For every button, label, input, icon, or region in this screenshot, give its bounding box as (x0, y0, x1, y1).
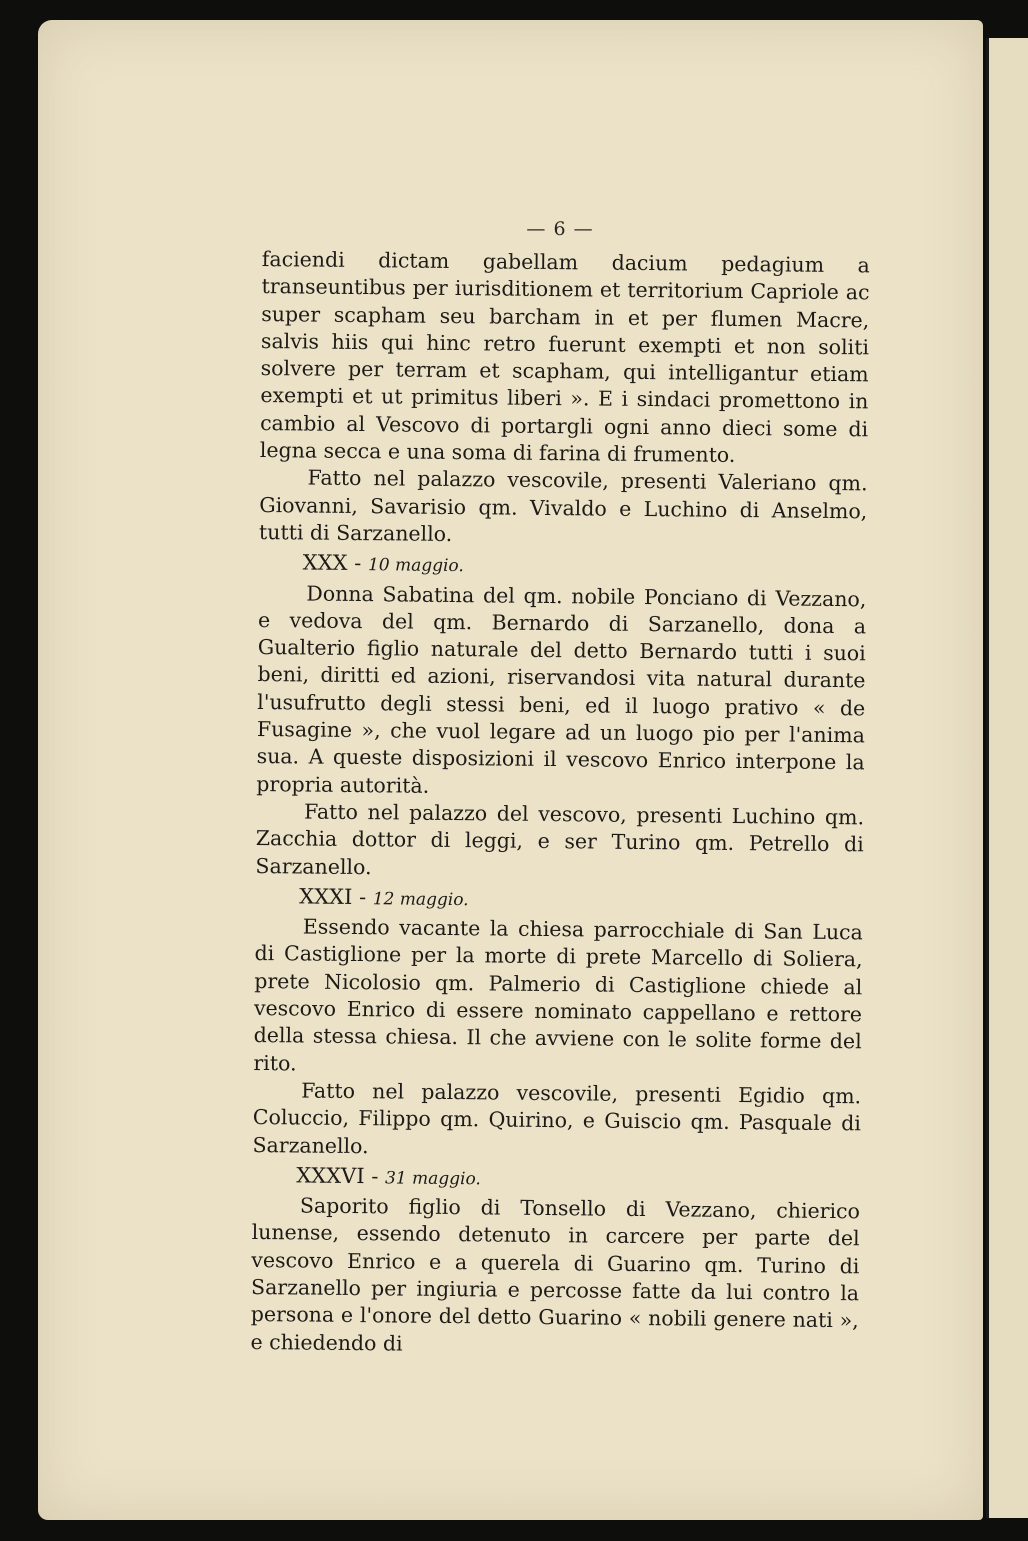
paragraph-2: Fatto nel palazzo vescovile, presenti Valeriano qm. Giovanni, Savarisio qm. Vivaldo e Luchino di Anselmo, tutti di Sarzanello. (258, 465, 868, 546)
heading-dash: - (354, 551, 369, 576)
page-text (250, 246, 870, 1362)
entry-number: XXXVI (296, 1163, 365, 1188)
heading-dash: - (358, 884, 373, 910)
paragraph-3: Donna Sabatina del qm. nobile Ponciano di Vezzano, e vedova del qm. Bernardo di Sarzanello, dona a Gualterio figlio naturale del detto Bernardo tutti i suoi beni, diritti ed azioni, riservandosi vita natural durante l'usufrutto degli stessi beni, ed il luogo prativo « de Fusagine », che vuol legare ad un luogo pio per l'anima sua. A queste disposizioni il vescovo Enrico interpone la propria autorità. (256, 581, 867, 798)
paragraph-5: Essendo vacante la chiesa parrocchiale di San Luca di Castiglione per la morte di prete Marcello di Soliera, prete Nicolosio qm. Palmerio di Castiglione chiede al vescovo Enrico di essere nominato cappellano e rettore della stessa chiesa. Il che avviene con le solite forme del rito. (253, 914, 863, 1076)
entry-heading-xxxvi (296, 1162, 860, 1197)
paragraph-1: faciendi dictam gabellam dacium pedagium a transeuntibus per iurisditionem et territorium Capriole ac super scapham seu barcham in et per flumen Macre, salvis hiis qui hinc retro fuerunt exempti et non soliti solvere per terram et scapham, qui intelligantur etiam exempti et ut primitus liberi ». E i sindaci promettono in cambio al Vescovo di portargli ogni anno dieci some di legna secca e una soma di farina di frumento. (259, 246, 870, 468)
paragraph-7: Saporito figlio di Tonsello di Vezzano, chierico lunense, essendo detenuto in carcere per parte del vescovo Enrico e a querela di Guarino qm. Turino di Sarzanello per ingiuria e percosse fatte da lui contro la persona e l'onore del detto Guarino « nobili genere nati », e chiedendo di (250, 1193, 861, 1356)
paragraph-4: Fatto nel palazzo del vescovo, presenti Luchino qm. Zacchia dottor di leggi, e ser Turino qm. Petrello di Sarzanello. (255, 799, 865, 879)
entry-date: 31 maggio. (384, 1168, 481, 1190)
entry-number: XXX (302, 550, 348, 576)
paragraph-6: Fatto nel palazzo vescovile, presenti Egidio qm. Coluccio, Filippo qm. Quirino, e Guiscio qm. Pasquale di Sarzanello. (252, 1078, 862, 1158)
entry-date: 12 maggio. (372, 889, 469, 911)
entry-heading-xxx (303, 550, 867, 585)
entry-date: 10 maggio. (367, 555, 464, 577)
heading-dash: - (371, 1163, 386, 1189)
entry-heading-xxxi (299, 883, 863, 918)
entry-number: XXXI (299, 884, 353, 909)
next-page-edge (986, 38, 1028, 1518)
page-number: — 6 — (526, 218, 594, 240)
